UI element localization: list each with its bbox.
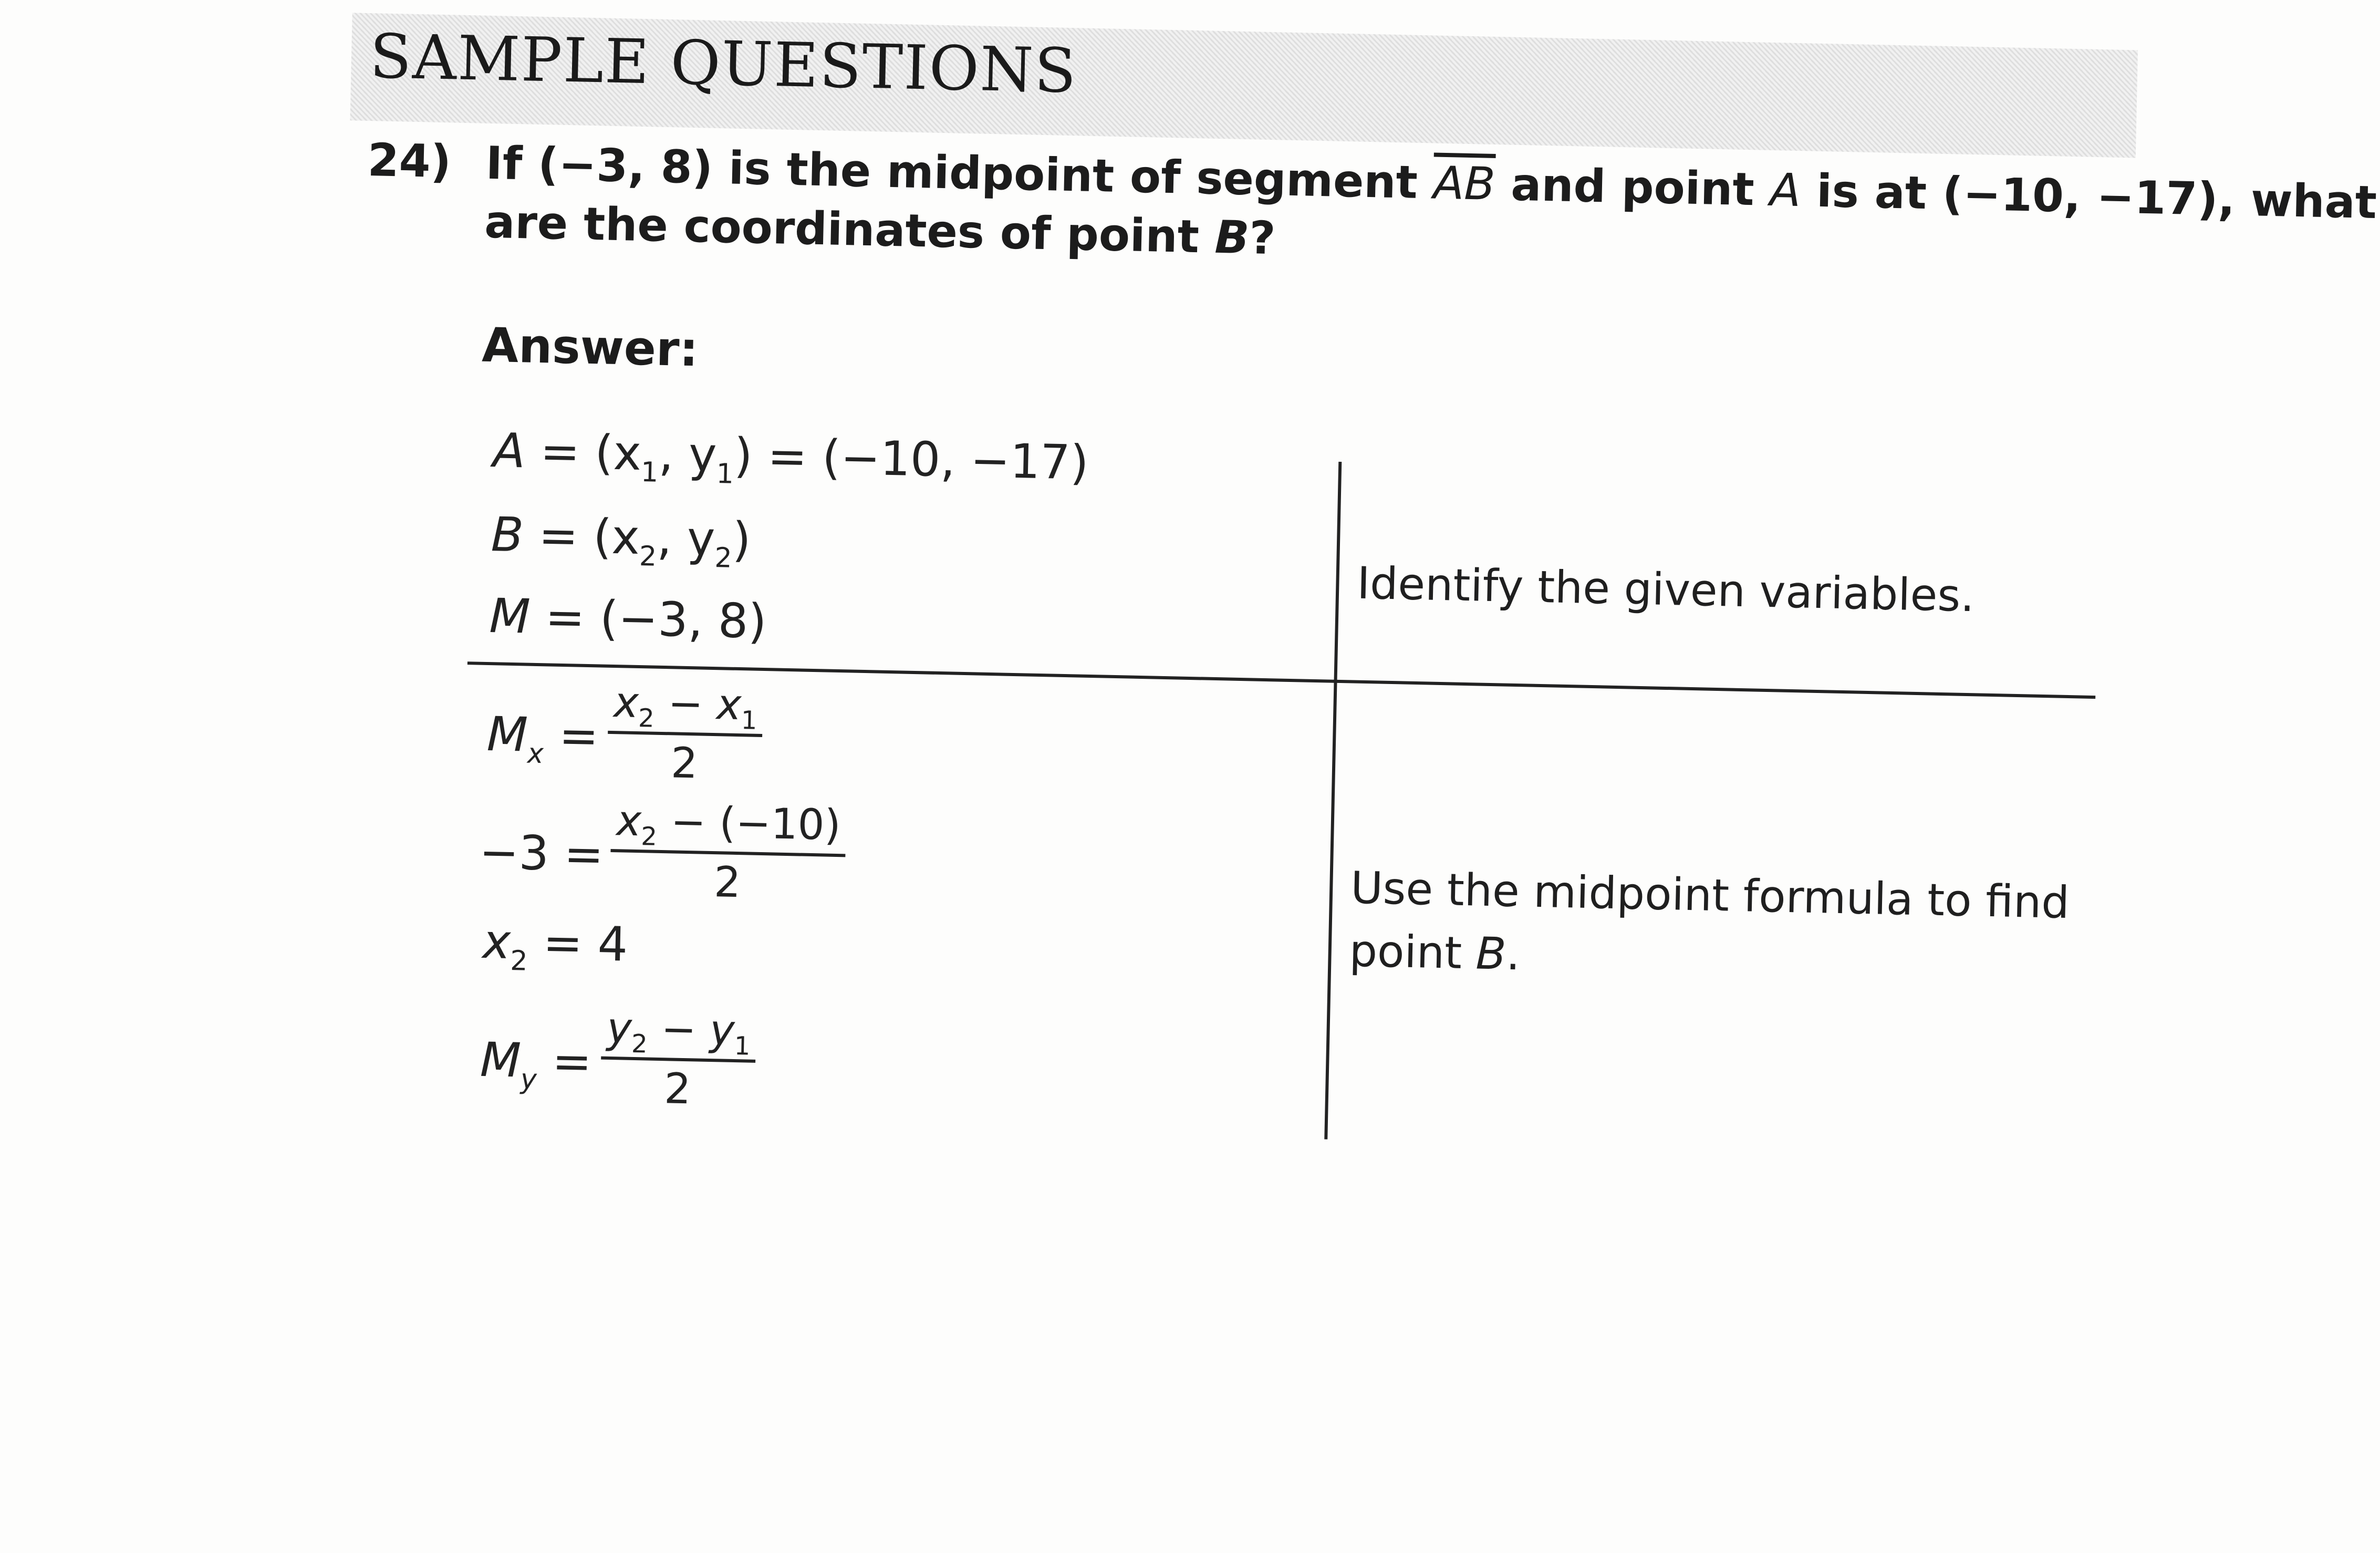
fraction-denominator: 2 (713, 857, 742, 907)
eq-part: = (−3, 8) (529, 589, 767, 650)
note-part: . (1505, 928, 1521, 980)
section-title: SAMPLE QUESTIONS (369, 21, 1078, 107)
point-b-label: B (1214, 211, 1250, 265)
eq-part: , y (656, 510, 716, 567)
eq-part: − y (647, 1004, 735, 1055)
question-number: 24) (367, 134, 452, 189)
mx-lhs (486, 707, 599, 770)
note-point-b: B (1475, 927, 1507, 980)
my-lhs (479, 1032, 593, 1096)
eq-subscript: 1 (716, 458, 734, 490)
eq-symbol: M (479, 1032, 522, 1089)
eq-part: = (543, 708, 599, 764)
fraction-numerator (608, 678, 763, 737)
x2-result (482, 914, 629, 977)
eq-symbol: M (486, 707, 528, 763)
eq-subscript: y (520, 1063, 537, 1096)
eq-part: , y (658, 426, 718, 483)
sub-eq-lhs: −3 = (479, 824, 605, 883)
eq-subscript: 1 (734, 1031, 751, 1061)
eq-subscript: 2 (631, 1029, 648, 1059)
equation-a (492, 423, 1089, 491)
point-a-label: A (1769, 163, 1802, 218)
eq-subscript: 1 (741, 706, 757, 736)
eq-symbol: B (490, 507, 524, 563)
eq-part: ) = (−10, −17) (733, 428, 1089, 491)
fraction-numerator (610, 796, 846, 857)
note-part: point (1348, 925, 1477, 979)
question-part: and point (1494, 158, 1771, 216)
equation-m (489, 588, 767, 649)
my-fraction (600, 1003, 756, 1115)
eq-part: x (616, 796, 642, 846)
note-line-1: Use the midpoint formula to find (1350, 862, 2070, 929)
eq-symbol: M (489, 588, 531, 645)
eq-subscript: 2 (510, 945, 528, 977)
eq-part: = 4 (527, 915, 629, 972)
eq-part: = (x (524, 423, 642, 482)
question-part: is at (−10, −17), what (1800, 164, 2377, 230)
eq-symbol: A (492, 423, 526, 479)
eq-part: − (−10) (657, 796, 841, 850)
eq-part: = (x (523, 508, 640, 565)
question-part: are the coordinates of point (484, 195, 1215, 264)
fraction-denominator: 2 (663, 1064, 692, 1114)
table-divider-vertical (1324, 462, 1342, 1140)
eq-subscript: 2 (638, 703, 655, 733)
eq-subscript: 1 (640, 457, 659, 489)
fraction-numerator (601, 1003, 756, 1063)
eq-part: y (606, 1003, 632, 1053)
eq-part: = (536, 1033, 593, 1090)
eq-symbol: x (482, 914, 512, 970)
question-part: If (−3, 8) is the midpoint of segment (485, 137, 1434, 210)
eq-part: − x (654, 678, 742, 730)
segment-label: $\overline{AB}$ (1432, 157, 1496, 211)
eq-subscript: 2 (639, 540, 657, 573)
eq-subscript: x (527, 738, 544, 770)
equation-b (490, 507, 752, 574)
step2-note (1349, 856, 2070, 998)
eq-subscript: 2 (714, 542, 733, 574)
fraction-denominator: 2 (670, 738, 699, 788)
sub-eq-fraction (609, 796, 846, 909)
eq-part: ) (732, 512, 752, 568)
mx-fraction (607, 678, 763, 789)
answer-label: Answer: (481, 317, 699, 378)
question-text (484, 134, 2377, 285)
step1-note: Identify the given variables. (1356, 557, 1975, 622)
question-part: ? (1249, 212, 1276, 265)
eq-part: x (613, 678, 639, 728)
eq-subscript: 2 (640, 822, 658, 852)
